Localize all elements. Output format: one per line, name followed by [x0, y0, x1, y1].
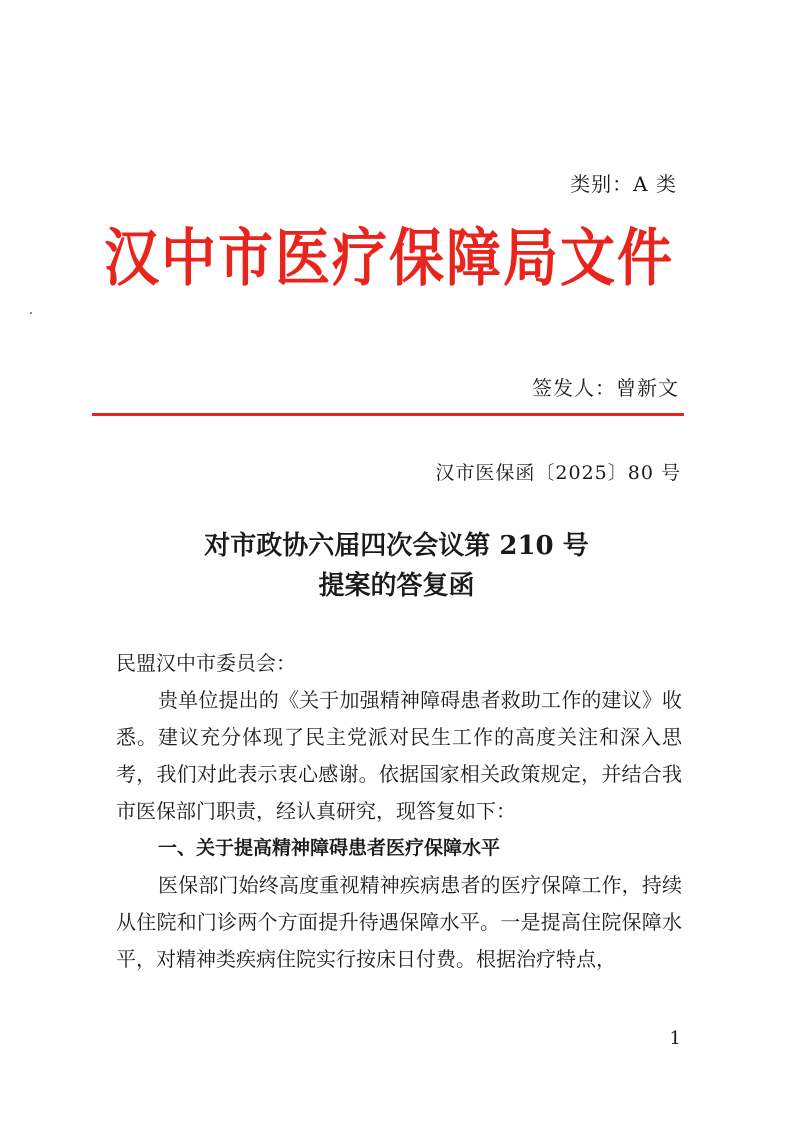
scan-speck	[30, 312, 32, 314]
title-line-1: 对市政协六届四次会议第 210 号	[204, 531, 589, 561]
section-heading-1: 一、关于提高精神障碍患者医疗保障水平	[158, 837, 501, 859]
title-line-2: 提案的答复函	[318, 571, 475, 601]
document-body	[116, 645, 682, 978]
body-paragraph-1: 贵单位提出的《关于加强精神障碍患者救助工作的建议》收悉。建议充分体现了民主党派对民生工作的高度关注和深入思考，我们对此表示衷心感谢。依据国家相关政策规定，并结合我市医保部门职责，经认真研究，现答复如下：	[116, 688, 682, 823]
agency-header-title: 汉中市医疗保障局文件	[104, 221, 675, 295]
category-label: 类别：A 类	[570, 172, 677, 196]
signer-label: 签发人：曾新文	[532, 376, 679, 400]
red-divider-line	[92, 413, 684, 416]
salutation: 民盟汉中市委员会：	[116, 651, 296, 675]
body-paragraph-2: 医保部门始终高度重视精神疾病患者的医疗保障工作，持续从住院和门诊两个方面提升待遇保障水平。一是提高住院保障水平，对精神类疾病住院实行按床日付费。根据治疗特点，	[116, 873, 682, 971]
document-number: 汉市医保函〔2025〕80 号	[435, 462, 681, 484]
page-number: 1	[669, 1028, 681, 1049]
document-title	[0, 526, 793, 606]
